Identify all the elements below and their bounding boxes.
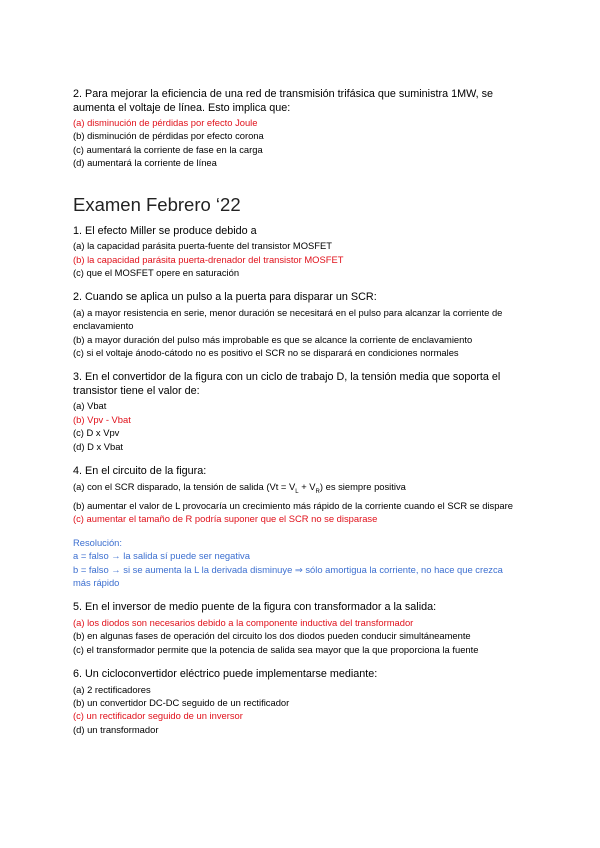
option: (a) 2 rectificadores [73, 683, 151, 695]
question-block [73, 465, 523, 526]
option: (c) D x Vpv [73, 427, 120, 439]
subscript: R [315, 488, 320, 495]
option: (b) disminución de pérdidas por efecto corona [73, 130, 264, 142]
option: (a) la capacidad parásita puerta-fuente del transistor MOSFET [73, 240, 332, 252]
option [73, 480, 523, 499]
resolution-line: b = falso → si se aumenta la L la derivada disminuye ⇒ sólo amortigua la corriente, no hace que crezca más rápido [73, 563, 503, 588]
option-correct: (c) un rectificador seguido de un inversor [73, 710, 243, 722]
resolution-line: a = falso → la salida sí puede ser negativa [73, 550, 250, 562]
question-block [73, 225, 523, 280]
question-title: 3. En el convertidor de la figura con un ciclo de trabajo D, la tensión media que soporta el transistor tiene el valor de: [73, 371, 501, 397]
option: (b) aumentar el valor de L provocaría un crecimiento más rápido de la corriente cuando el SCR se dispare [73, 499, 513, 511]
option: (c) que el MOSFET opere en saturación [73, 266, 240, 278]
option-correct: (b) Vpv - Vbat [73, 413, 131, 425]
option-correct: (a) los diodos son necesarios debido a la componente inductiva del transformador [73, 616, 414, 628]
option: (a) a mayor resistencia en serie, menor duración se necesitará en el pulso para alcanzar la corriente de enclavamiento [73, 306, 503, 332]
option-text: (a) con el SCR disparado, la tensión de salida (Vt = V [73, 480, 296, 492]
option-correct: (a) disminución de pérdidas por efecto Joule [73, 117, 258, 128]
option: (d) aumentará la corriente de línea [73, 157, 217, 169]
question-block [73, 291, 523, 359]
question-title: 6. Un cicloconvertidor eléctrico puede implementarse mediante: [73, 668, 378, 681]
section-title: Examen Febrero ‘22 [73, 193, 241, 215]
resolution-block [73, 536, 523, 590]
option: (d) D x Vbat [73, 440, 124, 452]
question-title: 2. Para mejorar la eficiencia de una red de transmisión trifásica que suministra 1MW, se aumenta el voltaje de línea. Esto implica que: [73, 88, 494, 114]
option-correct: (b) la capacidad parásita puerta-drenador del transistor MOSFET [73, 253, 344, 265]
option: (b) un convertidor DC-DC seguido de un rectificador [73, 696, 290, 708]
subscript: L [295, 488, 299, 495]
option: (c) el transformador permite que la potencia de salida sea mayor que la que proporciona la fuente [73, 643, 479, 655]
question-title: 5. En el inversor de medio puente de la figura con transformador a la salida: [73, 601, 437, 614]
option: (b) en algunas fases de operación del circuito los dos diodos pueden conducir simultáneamente [73, 630, 471, 642]
option-text: + V [298, 480, 316, 492]
option: (c) aumentará la corriente de fase en la carga [73, 143, 263, 155]
question-block [73, 88, 523, 170]
option: (b) a mayor duración del pulso más improbable es que se alcance la corriente de enclavamiento [73, 333, 473, 345]
exam-page [73, 88, 523, 748]
question-title: 2. Cuando se aplica un pulso a la puerta para disparar un SCR: [73, 291, 377, 304]
option: (c) si el voltaje ánodo-cátodo no es positivo el SCR no se disparará en condiciones normales [73, 347, 459, 359]
option-correct: (c) aumentar el tamaño de R podría suponer que el SCR no se disparase [73, 513, 378, 525]
option-text: ) es siempre positiva [319, 480, 406, 492]
option: (a) Vbat [73, 400, 107, 412]
option: (d) un transformador [73, 723, 159, 735]
question-title: 1. El efecto Miller se produce debido a [73, 224, 257, 237]
question-block [73, 601, 523, 656]
resolution-title: Resolución: [73, 536, 122, 548]
question-block [73, 668, 523, 736]
question-title: 4. En el circuito de la figura: [73, 465, 207, 478]
question-block [73, 371, 523, 453]
